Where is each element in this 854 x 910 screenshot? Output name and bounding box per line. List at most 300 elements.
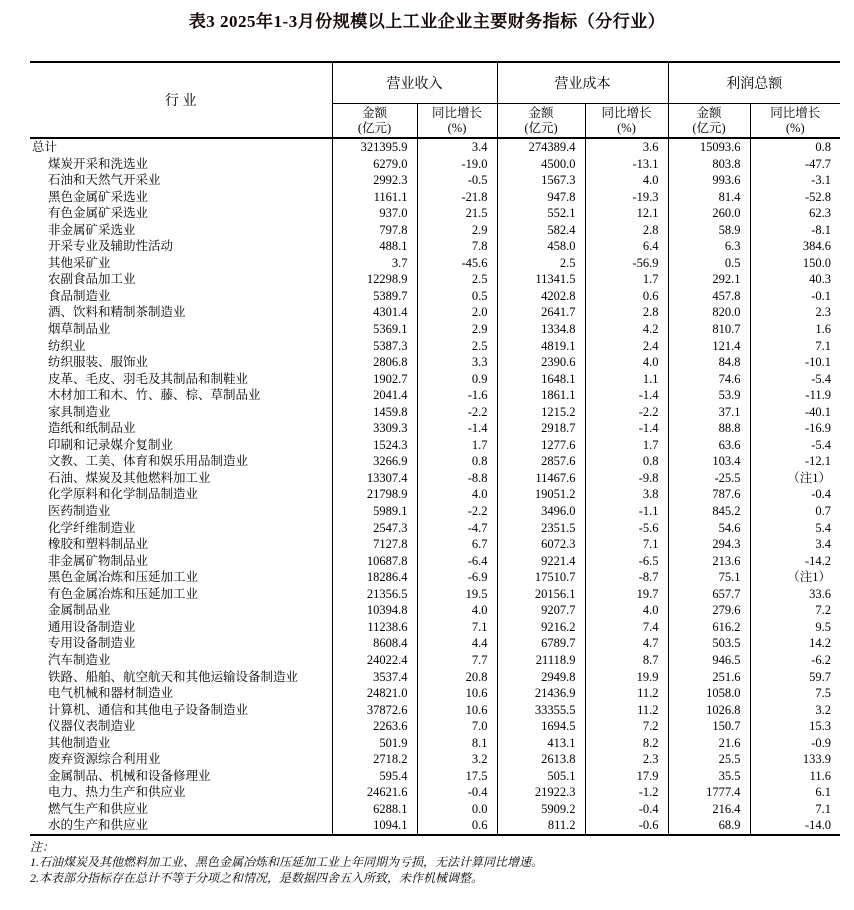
value-cell: 1.7 bbox=[585, 271, 668, 288]
table-row bbox=[30, 470, 840, 487]
value-cell: -0.1 bbox=[750, 288, 840, 305]
value-cell: -21.8 bbox=[417, 189, 497, 206]
value-cell: 5387.3 bbox=[332, 338, 417, 355]
value-cell: 14.2 bbox=[750, 635, 840, 652]
value-cell: 274389.4 bbox=[497, 138, 585, 156]
value-cell: 845.2 bbox=[668, 503, 750, 520]
group-header-revenue: 营业收入 bbox=[332, 62, 497, 104]
value-cell: 595.4 bbox=[332, 768, 417, 785]
table-row bbox=[30, 486, 840, 503]
value-cell: -1.2 bbox=[585, 784, 668, 801]
value-cell: -45.6 bbox=[417, 255, 497, 272]
value-cell: 11341.5 bbox=[497, 271, 585, 288]
value-cell: 2263.6 bbox=[332, 718, 417, 735]
value-cell: 9221.4 bbox=[497, 553, 585, 570]
table-row bbox=[30, 553, 840, 570]
value-cell: 0.5 bbox=[668, 255, 750, 272]
value-cell: 384.6 bbox=[750, 238, 840, 255]
value-cell: 7.2 bbox=[585, 718, 668, 735]
value-cell: 0.6 bbox=[585, 288, 668, 305]
value-cell: 19051.2 bbox=[497, 486, 585, 503]
value-cell: 2613.8 bbox=[497, 751, 585, 768]
value-cell: 3496.0 bbox=[497, 503, 585, 520]
value-cell: -0.9 bbox=[750, 735, 840, 752]
value-cell: -12.1 bbox=[750, 453, 840, 470]
group-header-profit: 利润总额 bbox=[668, 62, 840, 104]
value-cell: 6789.7 bbox=[497, 635, 585, 652]
industry-cell: 电力、热力生产和供应业 bbox=[48, 785, 186, 800]
value-cell: 2.9 bbox=[417, 222, 497, 239]
value-cell: 0.8 bbox=[585, 453, 668, 470]
value-cell: 2806.8 bbox=[332, 354, 417, 371]
value-cell: 616.2 bbox=[668, 619, 750, 636]
value-cell: 5909.2 bbox=[497, 801, 585, 818]
industry-cell: 木材加工和木、竹、藤、棕、草制品业 bbox=[48, 388, 261, 403]
industry-cell: 金属制品、机械和设备修理业 bbox=[48, 768, 211, 783]
value-cell: 0.8 bbox=[750, 138, 840, 156]
table-row bbox=[30, 404, 840, 421]
value-cell: 3309.3 bbox=[332, 420, 417, 437]
industry-cell: 家具制造业 bbox=[48, 404, 111, 419]
footnotes bbox=[30, 840, 854, 887]
value-cell: 1648.1 bbox=[497, 371, 585, 388]
industry-cell: 石油、煤炭及其他燃料加工业 bbox=[48, 470, 211, 485]
value-cell: 4500.0 bbox=[497, 156, 585, 173]
value-cell: 260.0 bbox=[668, 205, 750, 222]
value-cell: -0.5 bbox=[417, 172, 497, 189]
value-cell: 7127.8 bbox=[332, 536, 417, 553]
industry-cell: 专用设备制造业 bbox=[48, 636, 136, 651]
table-row bbox=[30, 156, 840, 173]
value-cell: 7.1 bbox=[750, 338, 840, 355]
value-cell: 505.1 bbox=[497, 768, 585, 785]
value-cell: 19.7 bbox=[585, 586, 668, 603]
column-header-industry: 行 业 bbox=[30, 62, 332, 138]
value-cell: 21922.3 bbox=[497, 784, 585, 801]
table-row bbox=[30, 238, 840, 255]
value-cell: -14.2 bbox=[750, 553, 840, 570]
value-cell: -0.4 bbox=[750, 486, 840, 503]
value-cell: -11.9 bbox=[750, 387, 840, 404]
value-cell: 9207.7 bbox=[497, 602, 585, 619]
value-cell: 7.8 bbox=[417, 238, 497, 255]
value-cell: 24621.6 bbox=[332, 784, 417, 801]
value-cell: -47.7 bbox=[750, 156, 840, 173]
table-row bbox=[30, 453, 840, 470]
value-cell: 4.0 bbox=[585, 172, 668, 189]
value-cell: 133.9 bbox=[750, 751, 840, 768]
value-cell: 37872.6 bbox=[332, 702, 417, 719]
value-cell: 2949.8 bbox=[497, 669, 585, 686]
value-cell: 33355.5 bbox=[497, 702, 585, 719]
table-row bbox=[30, 685, 840, 702]
value-cell: 9.5 bbox=[750, 619, 840, 636]
value-cell: -9.8 bbox=[585, 470, 668, 487]
table-row bbox=[30, 138, 840, 156]
group-header-row bbox=[30, 62, 840, 104]
value-cell: 12.1 bbox=[585, 205, 668, 222]
value-cell: 2.5 bbox=[497, 255, 585, 272]
group-header-cost: 营业成本 bbox=[497, 62, 668, 104]
value-cell: 53.9 bbox=[668, 387, 750, 404]
value-cell: 1.7 bbox=[417, 437, 497, 454]
value-cell: 0.7 bbox=[750, 503, 840, 520]
value-cell: 1058.0 bbox=[668, 685, 750, 702]
industry-cell: 有色金属冶炼和压延加工业 bbox=[48, 586, 199, 601]
value-cell: -5.4 bbox=[750, 437, 840, 454]
value-cell: 3.4 bbox=[417, 138, 497, 156]
value-cell: 62.3 bbox=[750, 205, 840, 222]
value-cell: 2857.6 bbox=[497, 453, 585, 470]
value-cell: 503.5 bbox=[668, 635, 750, 652]
value-cell: 13307.4 bbox=[332, 470, 417, 487]
value-cell: 25.5 bbox=[668, 751, 750, 768]
table-row bbox=[30, 172, 840, 189]
value-cell: 582.4 bbox=[497, 222, 585, 239]
value-cell: 4.0 bbox=[585, 354, 668, 371]
footnote-label: 注： bbox=[30, 839, 55, 854]
value-cell: 4.7 bbox=[585, 635, 668, 652]
value-cell: 787.6 bbox=[668, 486, 750, 503]
table-row bbox=[30, 619, 840, 636]
value-cell: 19.9 bbox=[585, 669, 668, 686]
value-cell: -19.0 bbox=[417, 156, 497, 173]
industry-cell: 计算机、通信和其他电子设备制造业 bbox=[48, 702, 249, 717]
value-cell: -25.5 bbox=[668, 470, 750, 487]
table-row bbox=[30, 420, 840, 437]
value-cell: 7.7 bbox=[417, 652, 497, 669]
value-cell: -14.0 bbox=[750, 817, 840, 835]
value-cell: 0.6 bbox=[417, 817, 497, 835]
value-cell: 321395.9 bbox=[332, 138, 417, 156]
value-cell: 6.1 bbox=[750, 784, 840, 801]
value-cell: 2.3 bbox=[585, 751, 668, 768]
value-cell: -6.5 bbox=[585, 553, 668, 570]
industry-cell: 化学原料和化学制品制造业 bbox=[48, 487, 199, 502]
industry-cell: 水的生产和供应业 bbox=[48, 818, 149, 833]
value-cell: 103.4 bbox=[668, 453, 750, 470]
value-cell: 10394.8 bbox=[332, 602, 417, 619]
industry-cell: 废弃资源综合利用业 bbox=[48, 752, 161, 767]
column-header-revenue-growth: 同比增长 (%) bbox=[417, 104, 497, 139]
value-cell: 0.5 bbox=[417, 288, 497, 305]
value-cell: 3.2 bbox=[417, 751, 497, 768]
table-row bbox=[30, 520, 840, 537]
value-cell: 12298.9 bbox=[332, 271, 417, 288]
page-title: 表3 2025年1-3月份规模以上工业企业主要财务指标（分行业） bbox=[188, 12, 666, 31]
value-cell: 2.5 bbox=[417, 271, 497, 288]
table-row bbox=[30, 602, 840, 619]
value-cell: 11.2 bbox=[585, 702, 668, 719]
value-cell: 0.0 bbox=[417, 801, 497, 818]
value-cell: 6072.3 bbox=[497, 536, 585, 553]
value-cell: 7.2 bbox=[750, 602, 840, 619]
column-header-cost-growth: 同比增长 (%) bbox=[585, 104, 668, 139]
value-cell: 797.8 bbox=[332, 222, 417, 239]
value-cell: 2390.6 bbox=[497, 354, 585, 371]
industry-cell: 纺织服装、服饰业 bbox=[48, 355, 149, 370]
value-cell: 6279.0 bbox=[332, 156, 417, 173]
value-cell: 20156.1 bbox=[497, 586, 585, 603]
table-row bbox=[30, 271, 840, 288]
value-cell: 1902.7 bbox=[332, 371, 417, 388]
value-cell: 279.6 bbox=[668, 602, 750, 619]
table-row bbox=[30, 652, 840, 669]
value-cell: 1524.3 bbox=[332, 437, 417, 454]
value-cell: -8.1 bbox=[750, 222, 840, 239]
value-cell: 54.6 bbox=[668, 520, 750, 537]
value-cell: 6.4 bbox=[585, 238, 668, 255]
value-cell: 4301.4 bbox=[332, 304, 417, 321]
table-row bbox=[30, 801, 840, 818]
value-cell: -13.1 bbox=[585, 156, 668, 173]
value-cell: 2.5 bbox=[417, 338, 497, 355]
value-cell: 4.0 bbox=[585, 602, 668, 619]
value-cell: 213.6 bbox=[668, 553, 750, 570]
value-cell: 59.7 bbox=[750, 669, 840, 686]
table-row bbox=[30, 222, 840, 239]
table-row bbox=[30, 437, 840, 454]
industry-cell: 印刷和记录媒介复制业 bbox=[48, 437, 174, 452]
value-cell: （注1） bbox=[750, 569, 840, 586]
table-row bbox=[30, 255, 840, 272]
industry-cell: 通用设备制造业 bbox=[48, 619, 136, 634]
value-cell: 1694.5 bbox=[497, 718, 585, 735]
value-cell: 2041.4 bbox=[332, 387, 417, 404]
value-cell: 11238.6 bbox=[332, 619, 417, 636]
value-cell: 150.7 bbox=[668, 718, 750, 735]
value-cell: 292.1 bbox=[668, 271, 750, 288]
value-cell: 15.3 bbox=[750, 718, 840, 735]
industry-cell: 煤炭开采和洗选业 bbox=[48, 156, 149, 171]
value-cell: 457.8 bbox=[668, 288, 750, 305]
value-cell: 63.6 bbox=[668, 437, 750, 454]
value-cell: -1.4 bbox=[417, 420, 497, 437]
value-cell: 8.7 bbox=[585, 652, 668, 669]
table-row bbox=[30, 387, 840, 404]
value-cell: -1.1 bbox=[585, 503, 668, 520]
value-cell: 5989.1 bbox=[332, 503, 417, 520]
column-header-profit-amount: 金额 (亿元) bbox=[668, 104, 750, 139]
value-cell: -52.8 bbox=[750, 189, 840, 206]
value-cell: 501.9 bbox=[332, 735, 417, 752]
table-row bbox=[30, 669, 840, 686]
industry-cell: 石油和天然气开采业 bbox=[48, 173, 161, 188]
table-row bbox=[30, 304, 840, 321]
value-cell: 35.5 bbox=[668, 768, 750, 785]
industry-cell: 燃气生产和供应业 bbox=[48, 801, 149, 816]
value-cell: -8.8 bbox=[417, 470, 497, 487]
value-cell: 18286.4 bbox=[332, 569, 417, 586]
column-header-revenue-amount: 金额 (亿元) bbox=[332, 104, 417, 139]
value-cell: 17.9 bbox=[585, 768, 668, 785]
table-row bbox=[30, 321, 840, 338]
value-cell: 68.9 bbox=[668, 817, 750, 835]
value-cell: 811.2 bbox=[497, 817, 585, 835]
value-cell: 75.1 bbox=[668, 569, 750, 586]
value-cell: 5369.1 bbox=[332, 321, 417, 338]
value-cell: 8.2 bbox=[585, 735, 668, 752]
value-cell: 24821.0 bbox=[332, 685, 417, 702]
value-cell: -4.7 bbox=[417, 520, 497, 537]
table-row bbox=[30, 702, 840, 719]
table-row bbox=[30, 205, 840, 222]
value-cell: 251.6 bbox=[668, 669, 750, 686]
table-row bbox=[30, 354, 840, 371]
value-cell: 24022.4 bbox=[332, 652, 417, 669]
value-cell: 488.1 bbox=[332, 238, 417, 255]
value-cell: 3.8 bbox=[585, 486, 668, 503]
value-cell: 2.9 bbox=[417, 321, 497, 338]
table-row bbox=[30, 189, 840, 206]
value-cell: 20.8 bbox=[417, 669, 497, 686]
table-row bbox=[30, 817, 840, 835]
value-cell: -10.1 bbox=[750, 354, 840, 371]
value-cell: 993.6 bbox=[668, 172, 750, 189]
value-cell: 6.3 bbox=[668, 238, 750, 255]
value-cell: 5389.7 bbox=[332, 288, 417, 305]
value-cell: 216.4 bbox=[668, 801, 750, 818]
industry-cell: 文教、工美、体育和娱乐用品制造业 bbox=[48, 454, 249, 469]
value-cell: 5.4 bbox=[750, 520, 840, 537]
value-cell: 2.3 bbox=[750, 304, 840, 321]
value-cell: 820.0 bbox=[668, 304, 750, 321]
value-cell: 11.2 bbox=[585, 685, 668, 702]
value-cell: 2.4 bbox=[585, 338, 668, 355]
value-cell: 21118.9 bbox=[497, 652, 585, 669]
value-cell: 2918.7 bbox=[497, 420, 585, 437]
value-cell: 1.7 bbox=[585, 437, 668, 454]
table-row bbox=[30, 288, 840, 305]
value-cell: 2.0 bbox=[417, 304, 497, 321]
value-cell: 937.0 bbox=[332, 205, 417, 222]
value-cell: 58.9 bbox=[668, 222, 750, 239]
value-cell: 1861.1 bbox=[497, 387, 585, 404]
value-cell: 37.1 bbox=[668, 404, 750, 421]
table-row bbox=[30, 718, 840, 735]
value-cell: -2.2 bbox=[417, 503, 497, 520]
value-cell: 2641.7 bbox=[497, 304, 585, 321]
value-cell: 3.4 bbox=[750, 536, 840, 553]
value-cell: 4.4 bbox=[417, 635, 497, 652]
value-cell: 17510.7 bbox=[497, 569, 585, 586]
value-cell: -2.2 bbox=[585, 404, 668, 421]
industry-cell: 电气机械和器材制造业 bbox=[48, 686, 174, 701]
industry-cell: 烟草制品业 bbox=[48, 322, 111, 337]
footnote-item: 1.石油煤炭及其他燃料加工业、黑色金属冶炼和压延加工业上年同期为亏损，无法计算同比增速。 bbox=[30, 855, 544, 870]
industry-cell: 农副食品加工业 bbox=[48, 272, 136, 287]
industry-cell: 黑色金属矿采选业 bbox=[48, 189, 149, 204]
table-row bbox=[30, 338, 840, 355]
value-cell: 294.3 bbox=[668, 536, 750, 553]
value-cell: -0.6 bbox=[585, 817, 668, 835]
value-cell: 21798.9 bbox=[332, 486, 417, 503]
table-body bbox=[30, 138, 840, 835]
value-cell: 3.6 bbox=[585, 138, 668, 156]
value-cell: -2.2 bbox=[417, 404, 497, 421]
value-cell: 1094.1 bbox=[332, 817, 417, 835]
value-cell: 11.6 bbox=[750, 768, 840, 785]
industry-cell: 其他制造业 bbox=[48, 735, 111, 750]
table-row bbox=[30, 635, 840, 652]
value-cell: 9216.2 bbox=[497, 619, 585, 636]
value-cell: 7.1 bbox=[750, 801, 840, 818]
value-cell: 4.0 bbox=[417, 486, 497, 503]
value-cell: 2547.3 bbox=[332, 520, 417, 537]
value-cell: 0.8 bbox=[417, 453, 497, 470]
column-header-cost-amount: 金额 (亿元) bbox=[497, 104, 585, 139]
value-cell: -0.4 bbox=[585, 801, 668, 818]
value-cell: 1.1 bbox=[585, 371, 668, 388]
value-cell: 21.5 bbox=[417, 205, 497, 222]
value-cell: -1.4 bbox=[585, 420, 668, 437]
value-cell: 40.3 bbox=[750, 271, 840, 288]
table-row bbox=[30, 586, 840, 603]
value-cell: -3.1 bbox=[750, 172, 840, 189]
value-cell: 1277.6 bbox=[497, 437, 585, 454]
industry-cell: 开采专业及辅助性活动 bbox=[48, 239, 174, 254]
value-cell: 1459.8 bbox=[332, 404, 417, 421]
value-cell: 11467.6 bbox=[497, 470, 585, 487]
value-cell: 0.9 bbox=[417, 371, 497, 388]
value-cell: 2992.3 bbox=[332, 172, 417, 189]
value-cell: 1777.4 bbox=[668, 784, 750, 801]
value-cell: 21.6 bbox=[668, 735, 750, 752]
value-cell: 4.2 bbox=[585, 321, 668, 338]
value-cell: -40.1 bbox=[750, 404, 840, 421]
value-cell: 946.5 bbox=[668, 652, 750, 669]
value-cell: 17.5 bbox=[417, 768, 497, 785]
column-header-profit-growth: 同比增长 (%) bbox=[750, 104, 840, 139]
value-cell: 552.1 bbox=[497, 205, 585, 222]
table-row bbox=[30, 503, 840, 520]
value-cell: 2.8 bbox=[585, 304, 668, 321]
value-cell: 3537.4 bbox=[332, 669, 417, 686]
value-cell: 1215.2 bbox=[497, 404, 585, 421]
value-cell: 1334.8 bbox=[497, 321, 585, 338]
value-cell: 7.0 bbox=[417, 718, 497, 735]
industry-cell: 酒、饮料和精制茶制造业 bbox=[48, 305, 186, 320]
industry-cell: 有色金属矿采选业 bbox=[48, 206, 149, 221]
industry-cell: 化学纤维制造业 bbox=[48, 520, 136, 535]
value-cell: 7.4 bbox=[585, 619, 668, 636]
financial-indicators-table bbox=[30, 61, 840, 836]
industry-cell: 金属制品业 bbox=[48, 603, 111, 618]
value-cell: 810.7 bbox=[668, 321, 750, 338]
value-cell: 413.1 bbox=[497, 735, 585, 752]
industry-cell: 仪器仪表制造业 bbox=[48, 719, 136, 734]
value-cell: -6.9 bbox=[417, 569, 497, 586]
value-cell: 74.6 bbox=[668, 371, 750, 388]
industry-cell: 黑色金属冶炼和压延加工业 bbox=[48, 570, 199, 585]
value-cell: 1026.8 bbox=[668, 702, 750, 719]
value-cell: 3.7 bbox=[332, 255, 417, 272]
industry-cell: 造纸和纸制品业 bbox=[48, 421, 136, 436]
value-cell: 6.7 bbox=[417, 536, 497, 553]
industry-cell: 非金属矿物制品业 bbox=[48, 553, 149, 568]
value-cell: -6.4 bbox=[417, 553, 497, 570]
value-cell: 33.6 bbox=[750, 586, 840, 603]
value-cell: -1.4 bbox=[585, 387, 668, 404]
value-cell: 10.6 bbox=[417, 702, 497, 719]
value-cell: 81.4 bbox=[668, 189, 750, 206]
value-cell: 1.6 bbox=[750, 321, 840, 338]
value-cell: 10.6 bbox=[417, 685, 497, 702]
value-cell: 947.8 bbox=[497, 189, 585, 206]
table-row bbox=[30, 751, 840, 768]
value-cell: 4.0 bbox=[417, 602, 497, 619]
value-cell: 21436.9 bbox=[497, 685, 585, 702]
